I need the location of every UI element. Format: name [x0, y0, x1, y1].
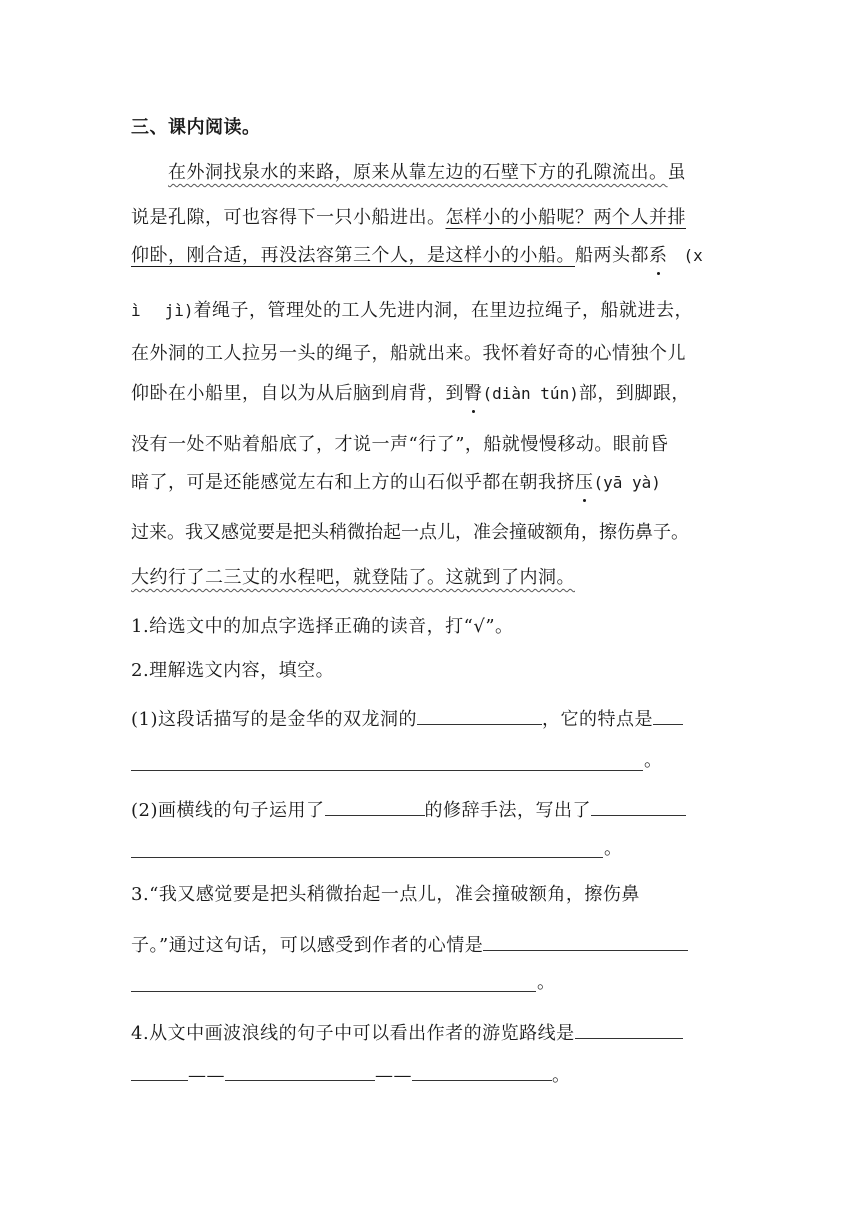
dotted-char-xi: 系: [649, 243, 668, 269]
answer-blank[interactable]: [131, 857, 603, 858]
answer-blank[interactable]: [412, 1060, 552, 1081]
answer-blank[interactable]: [131, 1060, 188, 1081]
dotted-char-tun: 臀: [464, 381, 483, 407]
passage-line-7: 没有一处不贴着船底了，才说一声“行了”，船就慢慢移动。眼前昏: [131, 434, 669, 455]
pinyin-option: ì: [131, 301, 141, 320]
answer-blank[interactable]: [417, 704, 542, 725]
passage-line-3: 仰卧，刚合适，再没法容第三个人，是这样小的小船。船两头都系 (x: [131, 243, 703, 269]
underlined-sentence: 怎样小的小船呢？两个人并排: [445, 207, 686, 228]
passage-line-1: 在外洞找泉水的来路，原来从靠左边的石壁下方的孔隙流出。虽: [168, 162, 686, 183]
passage-line-4: ì jì)着绳子，管理处的工人先进内洞，在里边拉绳子，船就进去，: [131, 300, 694, 321]
question-2: 2.理解选文内容，填空。: [131, 660, 335, 681]
answer-blank[interactable]: [131, 770, 643, 771]
answer-blank[interactable]: [225, 1060, 375, 1081]
question-2-1: (1)这段话描写的是金华的双龙洞的 ，它的特点是: [131, 704, 683, 733]
question-3-cont: 子。”通过这句话，可以感受到作者的心情是: [131, 930, 688, 959]
passage-line-6: 仰卧在小船里，自以为从后脑到肩背，到臀(diàn tún)部，到脚跟，: [131, 381, 690, 407]
answer-blank[interactable]: [325, 795, 425, 816]
wavy-sentence: 在外洞找泉水的来路，原来从靠左边的石壁下方的孔隙流出。: [168, 162, 668, 183]
question-2-2: (2)画横线的句子运用了 的修辞手法，写出了: [131, 795, 686, 824]
wavy-sentence: 大约行了二三丈的水程吧，就登陆了。这就到了内洞。: [131, 567, 575, 588]
answer-blank[interactable]: [575, 1018, 683, 1039]
answer-blank[interactable]: [483, 930, 688, 951]
dotted-char-ya: 压: [575, 470, 594, 496]
passage-line-10: [131, 565, 575, 591]
pinyin-option: (diàn tún): [482, 384, 579, 403]
pinyin-option: (yā yà): [593, 473, 661, 492]
answer-blank[interactable]: [653, 704, 683, 725]
pinyin-option: (x: [683, 246, 703, 265]
passage-line-5: 在外洞的工人拉另一头的绳子，船就出来。我怀着好奇的心情独个儿: [131, 343, 686, 364]
question-4-cont: —— —— 。: [131, 1060, 571, 1089]
passage-line-2: 说是孔隙，可也容得下一只小船进出。怎样小的小船呢？两个人并排: [131, 207, 686, 228]
answer-blank[interactable]: [591, 795, 686, 816]
worksheet-page: 三、课内阅读。 在外洞找泉水的来路，原来从靠左边的石壁下方的孔隙流出。虽 说是孔隙，可也容得下一只小船进出。怎样小的小船呢？两个人并排 仰卧，刚合适，再没法容第三个人，是这样小的小船。船两头都系 (x ì jì)着绳子，管理处的工人先进内洞，在里边拉绳子，船就进去， 在外洞的工人拉另一头的绳子，船就出来。我怀着好奇的心情独个儿 仰卧在小船里，自以为从后脑到肩背，到臀(diàn tún)部，到脚跟， 没有一处不贴着船底了，才说一声“行了”，船就慢慢移动。眼前昏 暗了，可是还能感觉左右和上方的山石似乎都在朝我挤压(yā yà) 过来。我又感觉要是把头稍微抬起一点儿，准会撞破额角，擦伤鼻子。 大约行了二三丈的水程吧，就登陆了。这就到了内洞。 1.给选文中的加点字选择正确的读音，打“√”。 2.理解选文内容，填空。 (1)这段话描写的是金华的双龙洞的 ，它的特点是 。 (2)画横线的句子运用了 的修辞手法，写出了 。 3.“我又感觉要是把头稍微抬起一点儿，准会撞破额角，擦伤鼻 子。”通过这句话，可以感受到作者的心情是 。 4.从文中画波浪线的句子中可以看出作者的游览路线是 —— —— 。: [0, 0, 860, 1216]
question-1: 1.给选文中的加点字选择正确的读音，打“√”。: [131, 616, 514, 637]
question-3: 3.“我又感觉要是把头稍微抬起一点儿，准会撞破额角，擦伤鼻: [131, 884, 640, 905]
passage-line-8: 暗了，可是还能感觉左右和上方的山石似乎都在朝我挤压(yā yà): [131, 470, 661, 496]
underlined-sentence-cont: 仰卧，刚合适，再没法容第三个人，是这样小的小船。: [131, 245, 575, 266]
section-title: 三、课内阅读。: [131, 117, 261, 138]
answer-blank[interactable]: [131, 991, 536, 992]
question-4: 4.从文中画波浪线的句子中可以看出作者的游览路线是: [131, 1018, 683, 1047]
passage-line-9: 过来。我又感觉要是把头稍微抬起一点儿，准会撞破额角，擦伤鼻子。: [131, 522, 689, 543]
